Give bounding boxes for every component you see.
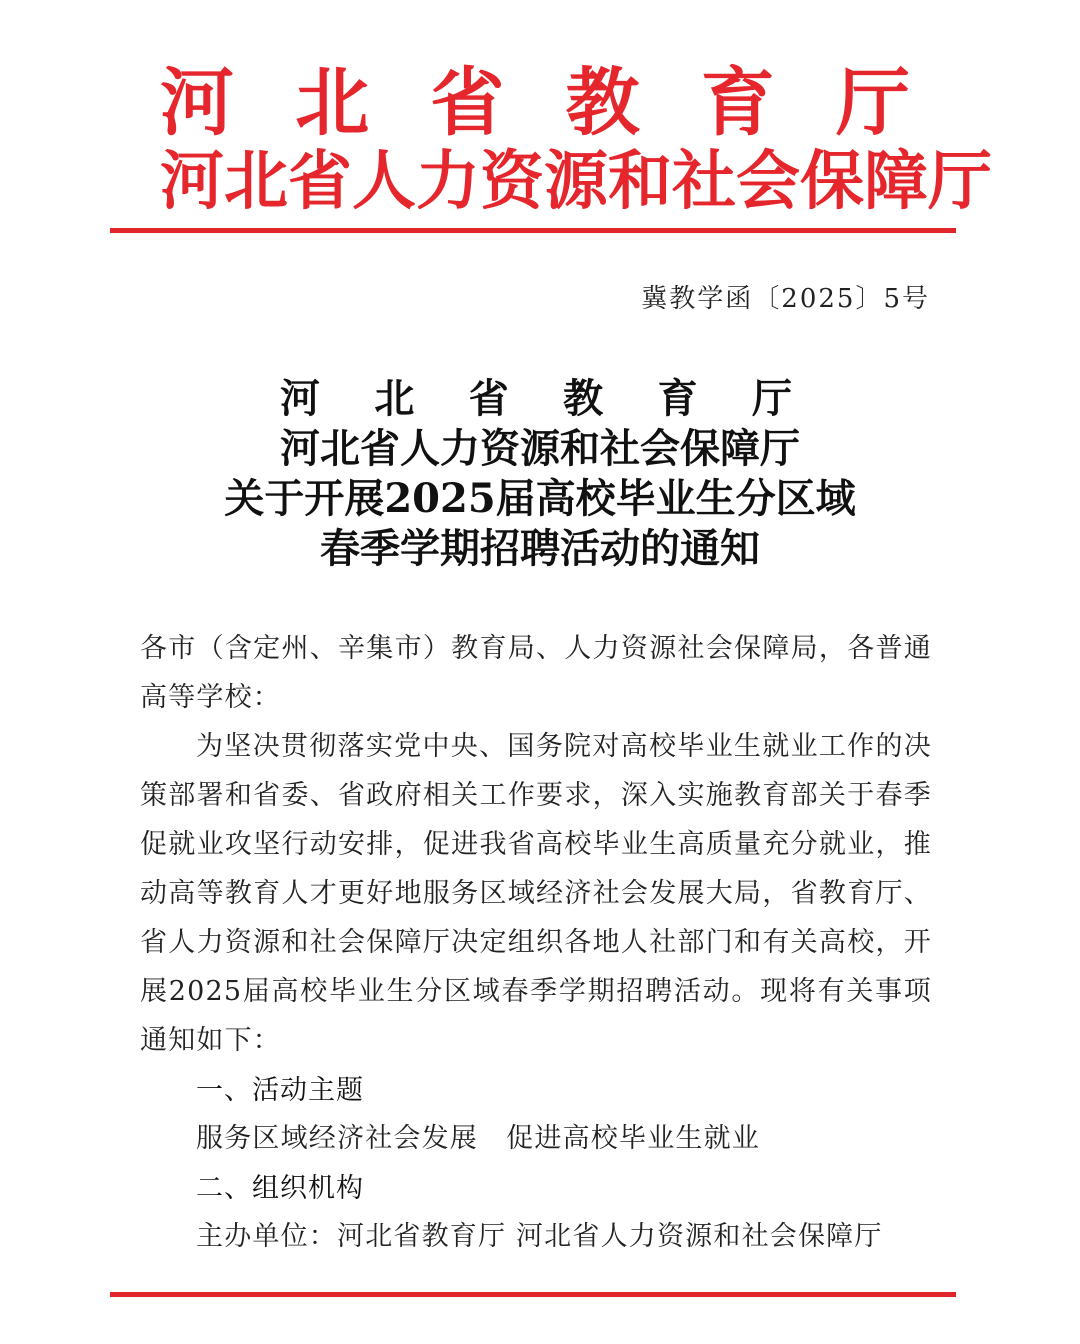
- section-heading-organization: 二、组织机构: [196, 1173, 364, 1204]
- letterhead-org-hrss: [160, 140, 992, 224]
- letterhead-char: 北: [295, 60, 370, 146]
- letterhead-char: 教: [565, 60, 640, 146]
- section-text-theme: 服务区域经济社会发展 促进高校毕业生就业: [196, 1123, 760, 1154]
- body-paragraph: 为坚决贯彻落实党中央、国务院对高校毕业生就业工作的决策部署和省委、省政府相关工作要求，深入实施教育部关于春季促就业攻坚行动安排，促进我省高校毕业生高质量充分就业，推动高等教育人才更好地服务区域经济社会发展大局，省教育厅、省人力资源和社会保障厅决定组织各地人社部门和有关高校，开展2025届高校毕业生分区域春季学期招聘活动。现将有关事项通知如下：: [140, 731, 932, 1056]
- footer-divider: [110, 1292, 956, 1297]
- title-org-hrss: 河北省人力资源和社会保障厅: [280, 425, 800, 472]
- title-char: 厅: [751, 375, 792, 422]
- title-char: 教: [563, 375, 604, 422]
- section-heading-theme: 一、活动主题: [196, 1075, 364, 1106]
- letterhead-char: 和: [608, 145, 672, 219]
- letterhead-char: 厅: [928, 145, 992, 219]
- letterhead-char: 力: [416, 145, 480, 219]
- letterhead-char: 北: [224, 145, 288, 219]
- letterhead-char: 省: [288, 145, 352, 219]
- letterhead-char: 资: [480, 145, 544, 219]
- letterhead-char: 保: [800, 145, 864, 219]
- title-char: 河: [280, 375, 320, 422]
- letterhead-char: 河: [160, 145, 224, 219]
- section-text-organization: 主办单位：河北省教育厅 河北省人力资源和社会保障厅: [196, 1221, 883, 1252]
- title-subject-line2: 春季学期招聘活动的通知: [320, 525, 760, 572]
- addressee: 各市（含定州、辛集市）教育局、人力资源社会保障局，各普通高等学校：: [140, 633, 932, 713]
- title-char: 育: [657, 375, 698, 422]
- title-subject-line1: 关于开展2025届高校毕业生分区域: [224, 475, 856, 522]
- letterhead-char: 育: [700, 60, 775, 146]
- title-char: 省: [468, 375, 509, 422]
- letterhead-char: 厅: [835, 60, 910, 146]
- letterhead-divider: [110, 228, 956, 233]
- letterhead-char: 障: [864, 145, 928, 219]
- letterhead-char: 人: [352, 145, 416, 219]
- letterhead-char: 社: [672, 145, 736, 219]
- letterhead-char: 源: [544, 145, 608, 219]
- letterhead-org-education: [160, 58, 910, 148]
- title-org-education: [280, 374, 792, 424]
- letterhead-char: 会: [736, 145, 800, 219]
- letterhead-char: 省: [430, 60, 505, 146]
- letterhead-char: 河: [160, 60, 234, 146]
- title-char: 北: [374, 375, 415, 422]
- document-number: 冀教学函〔2025〕5号: [641, 284, 930, 314]
